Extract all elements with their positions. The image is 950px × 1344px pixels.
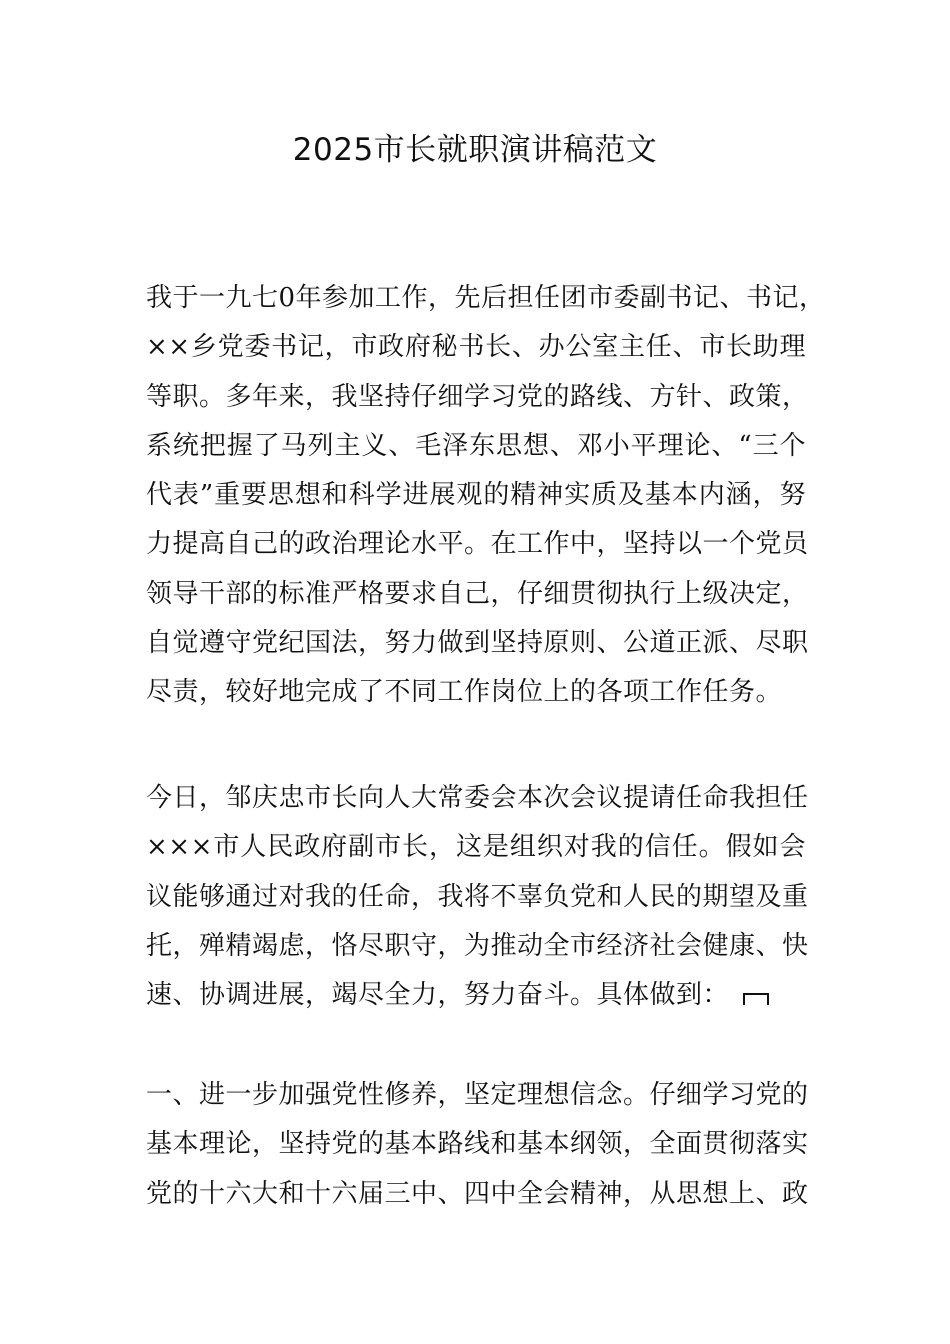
- text-line: 一、进一步加强党性修养，坚定理想信念。仔细学习党的: [146, 1080, 809, 1110]
- text-line: 尽责，较好地完成了不同工作岗位上的各项工作任务。: [146, 677, 783, 708]
- text-line: 托，殚精竭虑，恪尽职守，为推动全市经济社会健康、快: [146, 930, 809, 961]
- text-line: 议能够通过对我的任命，我将不辜负党和人民的期望及重: [146, 881, 809, 912]
- text-line: 等职。多年来，我坚持仔细学习党的路线、方针、政策，: [146, 381, 809, 412]
- text-line: 代表”重要思想和科学进展观的精神实质及基本内涵，努: [146, 480, 806, 511]
- text-line: 基本理论，坚持党的基本路线和基本纲领，全面贯彻落实: [146, 1129, 809, 1160]
- text-line: 系统把握了马列主义、毛泽东思想、邓小平理论、“三个: [146, 430, 806, 461]
- text-line: 力提高自己的政治理论水平。在工作中，坚持以一个党员: [146, 529, 809, 560]
- text-line: 领导干部的标准严格要求自己，仔细贯彻执行上级决定，: [146, 578, 809, 609]
- text-line: 今日，邹庆忠市长向人大常委会本次会议提请任命我担任: [146, 783, 809, 813]
- bracket-mark-icon: [743, 993, 769, 1005]
- text-line: 党的十六大和十六届三中、四中全会精神，从思想上、政: [146, 1178, 809, 1209]
- paragraph-work-history: [146, 274, 826, 718]
- text-line: ×××市人民政府副市长，这是组织对我的信任。假如会: [146, 832, 806, 863]
- text-line: ××乡党委书记，市政府秘书长、办公室主任、市长助理: [146, 332, 806, 363]
- document-title: 2025市长就职演讲稿范文: [292, 132, 658, 168]
- text-line: 自觉遵守党纪国法，努力做到坚持原则、公道正派、尽职: [146, 628, 809, 659]
- text-line: 速、协调进展，竭尽全力，努力奋斗。具体做到：: [146, 980, 730, 1011]
- text-line-with-mark: [146, 971, 806, 1020]
- text-line: 我于一九七0年参加工作，先后担任团市委副书记、书记，: [146, 283, 826, 313]
- paragraph-appointment: [146, 774, 809, 1020]
- paragraph-point-one: [146, 1071, 809, 1219]
